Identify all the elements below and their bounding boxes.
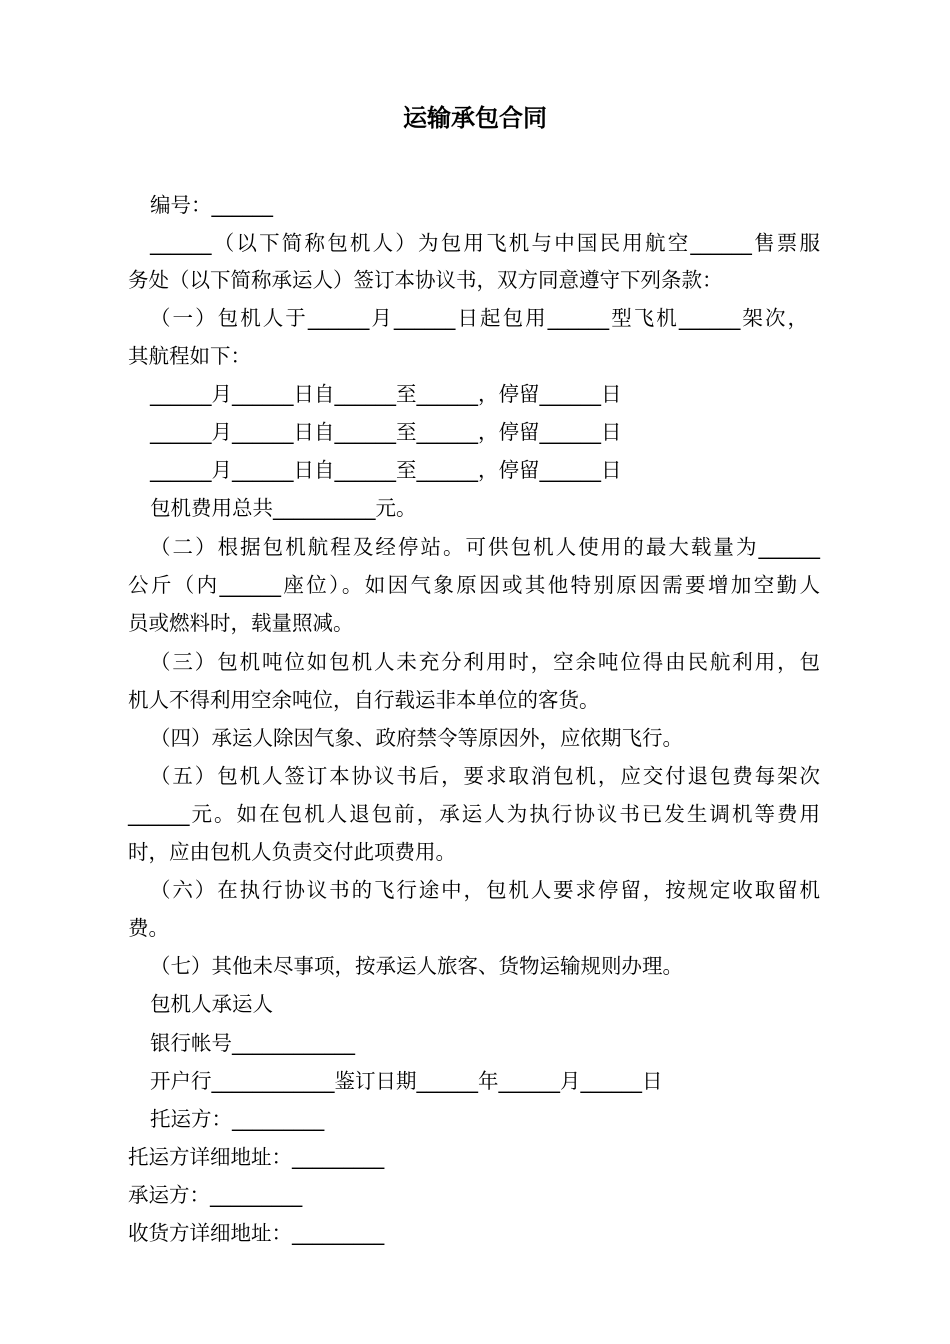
consignor-address-line: 托运方详细地址：_________: [128, 1145, 385, 1169]
clause-1-line-2: 其航程如下：: [128, 344, 251, 368]
clause-3-line-1: （三）包机吨位如包机人未充分利用时，空余吨位得由民航利用，包: [150, 650, 820, 674]
document-title: 运输承包合同: [403, 104, 547, 132]
clause-4-line: （四）承运人除因气象、政府禁令等原因外，应依期飞行。: [150, 726, 683, 750]
clause-5-line-3: 时，应由包机人负责交付此项费用。: [128, 840, 456, 864]
clause-5-line-1: （五）包机人签订本协议书后，要求取消包机，应交付退包费每架次: [150, 764, 820, 788]
contract-number-line: 编号：______: [150, 193, 273, 217]
clause-3-line-2: 机人不得利用空余吨位，自行载运非本单位的客货。: [128, 688, 600, 712]
clause-7-line: （七）其他未尽事项，按承运人旅客、货物运输规则办理。: [150, 954, 683, 978]
clause-6-line-1: （六）在执行协议书的飞行途中，包机人要求停留，按规定收取留机: [150, 878, 820, 902]
parties-label: 包机人承运人: [150, 992, 273, 1016]
clause-5-line-2: ______元。如在包机人退包前，承运人为执行协议书已发生调机等费用: [128, 802, 820, 826]
bank-account-line: 银行帐号____________: [150, 1031, 355, 1055]
preamble-line-2: 务处（以下简称承运人）签订本协议书，双方同意遵守下列条款：: [128, 268, 723, 292]
itinerary-line-2: ______月______日自______至______，停留______日: [150, 420, 622, 444]
bank-and-date-line: 开户行____________鉴订日期______年______月______日: [150, 1069, 663, 1093]
clause-6-line-2: 费。: [128, 916, 169, 940]
clause-1-line-1: （一）包机人于______月______日起包用______型飞机______架次，: [150, 306, 808, 330]
clause-2-line-2: 公斤（内______座位）。如因气象原因或其他特别原因需要增加空勤人: [128, 573, 820, 597]
clause-2-line-3: 员或燃料时，载量照减。: [128, 611, 354, 635]
clause-2-line-1: （二）根据包机航程及经停站。可供包机人使用的最大载量为______: [150, 535, 820, 559]
consignee-address-line: 收货方详细地址：_________: [128, 1221, 385, 1245]
carrier-line: 承运方：_________: [128, 1183, 303, 1207]
charter-fee-line: 包机费用总共__________元。: [150, 496, 417, 520]
itinerary-line-3: ______月______日自______至______，停留______日: [150, 458, 622, 482]
consignor-line: 托运方：_________: [150, 1107, 325, 1131]
preamble-line-1: ______（以下简称包机人）为包用飞机与中国民用航空______售票服: [150, 231, 820, 255]
itinerary-line-1: ______月______日自______至______，停留______日: [150, 382, 622, 406]
